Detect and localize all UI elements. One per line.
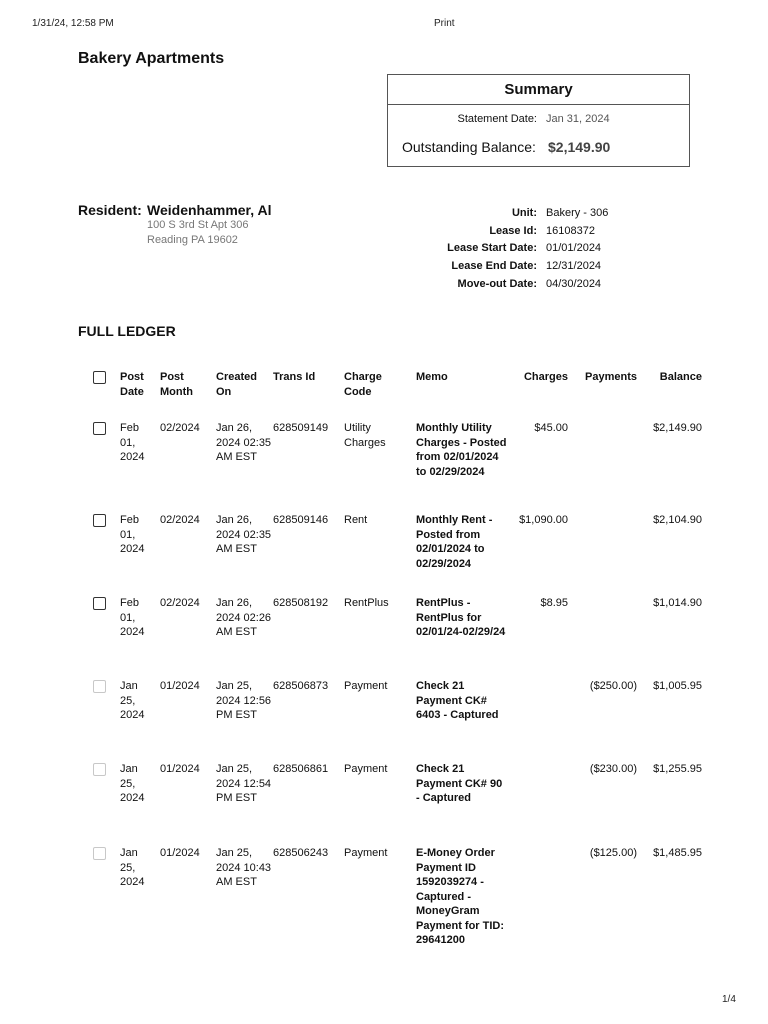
outstanding-balance-value: $2,149.90 [548,139,611,155]
lease-label: Lease End Date: [451,260,537,273]
cell-created-on: Jan 26, 2024 02:35 AM EST [216,514,272,555]
table-row [82,513,722,596]
cell-post-month: 02/2024 [160,597,200,609]
resident-name: Weidenhammer, Al [147,202,272,218]
lease-label: Lease Start Date: [447,242,537,255]
lease-value: 12/31/2024 [546,260,602,273]
col-header-balance: Balance [659,371,702,383]
cell-balance: $1,005.95 [653,680,702,692]
cell-post-month: 02/2024 [160,514,200,526]
col-header-memo: Memo [416,371,448,383]
row-checkbox[interactable] [93,422,106,440]
cell-trans-id: 628506873 [273,680,329,692]
cell-charge-code: Payment [344,763,388,775]
cell-charge-code: Utility Charges [344,422,386,449]
row-checkbox-disabled [93,680,106,698]
cell-memo: Check 21 Payment CK# 6403 - Captured [416,680,499,721]
cell-charge-code: Payment [344,680,388,692]
row-checkbox[interactable] [93,597,106,615]
cell-trans-id: 628506243 [273,847,329,859]
cell-post-date: Feb 01, 2024 [120,514,145,555]
cell-post-date: Jan 25, 2024 [120,763,145,804]
cell-post-date: Feb 01, 2024 [120,422,145,463]
cell-created-on: Jan 25, 2024 12:56 PM EST [216,680,272,721]
lease-row-start-date [380,242,680,260]
lease-row-unit [380,207,680,225]
cell-created-on: Jan 26, 2024 02:26 AM EST [216,597,272,638]
row-checkbox-disabled [93,847,106,865]
ledger-table [82,370,722,956]
select-all-checkbox[interactable] [93,371,106,389]
cell-trans-id: 628509146 [273,514,329,526]
cell-balance: $1,014.90 [653,597,702,609]
cell-memo: RentPlus - RentPlus for 02/01/24-02/29/24 [416,597,506,638]
cell-post-month: 01/2024 [160,763,200,775]
print-title: Print [434,18,455,29]
lease-details [380,207,680,295]
outstanding-balance-label: Outstanding Balance: [402,139,536,155]
cell-post-month: 02/2024 [160,422,200,434]
summary-box [387,74,690,167]
property-name: Bakery Apartments [78,50,225,67]
cell-trans-id: 628506861 [273,763,329,775]
col-header-post-date: Post Date [120,371,144,398]
cell-memo: Monthly Utility Charges - Posted from 02/01/2024 to 02/29/2024 [416,422,507,478]
col-header-trans-id: Trans Id [273,371,316,383]
col-header-charges: Charges [523,371,568,383]
cell-charge-code: Payment [344,847,388,859]
cell-memo: Check 21 Payment CK# 90 - Captured [416,763,503,804]
lease-value: 01/01/2024 [546,242,602,255]
resident-label: Resident: [78,202,142,218]
cell-created-on: Jan 25, 2024 10:43 AM EST [216,847,272,888]
cell-balance: $2,104.90 [653,514,702,526]
statement-date-label: Statement Date: [457,113,537,125]
cell-post-date: Feb 01, 2024 [120,597,145,638]
cell-post-month: 01/2024 [160,847,200,859]
lease-value: 16108372 [546,224,595,237]
lease-row-move-out-date [380,278,680,296]
cell-charge-code: Rent [344,514,368,526]
col-header-charge-code: Charge Code [344,371,382,398]
cell-payments: ($250.00) [589,680,637,692]
cell-charges: $45.00 [534,422,568,434]
lease-row-lease-id [380,225,680,243]
statement-date-value: Jan 31, 2024 [546,113,610,125]
cell-balance: $1,255.95 [653,763,702,775]
table-row [82,846,722,956]
row-checkbox[interactable] [93,514,106,532]
cell-post-date: Jan 25, 2024 [120,680,145,721]
cell-memo: E-Money Order Payment ID 1592039274 - Captured - MoneyGram Payment for TID: 29641200 [416,847,505,946]
lease-value: Bakery - 306 [546,207,609,219]
ledger-header-row [82,370,722,410]
col-header-created-on: Created On [216,371,257,398]
lease-label: Unit: [511,207,537,219]
print-datetime: 1/31/24, 12:58 PM [32,18,114,29]
lease-row-end-date [380,260,680,278]
row-checkbox-disabled [93,763,106,781]
cell-payments: ($125.00) [589,847,637,859]
resident-address-line1: 100 S 3rd St Apt 306 [147,219,249,231]
col-header-post-month: Post Month [160,371,193,398]
cell-trans-id: 628509149 [273,422,329,434]
cell-balance: $2,149.90 [653,422,702,434]
lease-label: Lease Id: [489,224,537,237]
print-header [0,18,768,32]
cell-balance: $1,485.95 [653,847,702,859]
table-row [82,679,722,762]
table-row [82,421,722,513]
cell-created-on: Jan 26, 2024 02:35 AM EST [216,422,272,463]
cell-post-month: 01/2024 [160,680,200,692]
summary-heading: Summary [388,75,689,105]
cell-charges: $1,090.00 [519,514,568,526]
lease-label: Move-out Date: [457,277,537,290]
cell-charges: $8.95 [540,597,568,609]
cell-payments: ($230.00) [589,763,637,775]
cell-charge-code: RentPlus [344,597,389,609]
cell-trans-id: 628508192 [273,597,329,609]
table-row [82,596,722,679]
lease-value: 04/30/2024 [546,277,602,290]
cell-memo: Monthly Rent - Posted from 02/01/2024 to 02/29/2024 [416,514,493,570]
resident-address-line2: Reading PA 19602 [147,234,238,246]
ledger-title: FULL LEDGER [78,323,176,339]
cell-created-on: Jan 25, 2024 12:54 PM EST [216,763,272,804]
page-number: 1/4 [722,994,736,1005]
col-header-payments: Payments [585,371,637,383]
table-row [82,762,722,846]
cell-post-date: Jan 25, 2024 [120,847,145,888]
